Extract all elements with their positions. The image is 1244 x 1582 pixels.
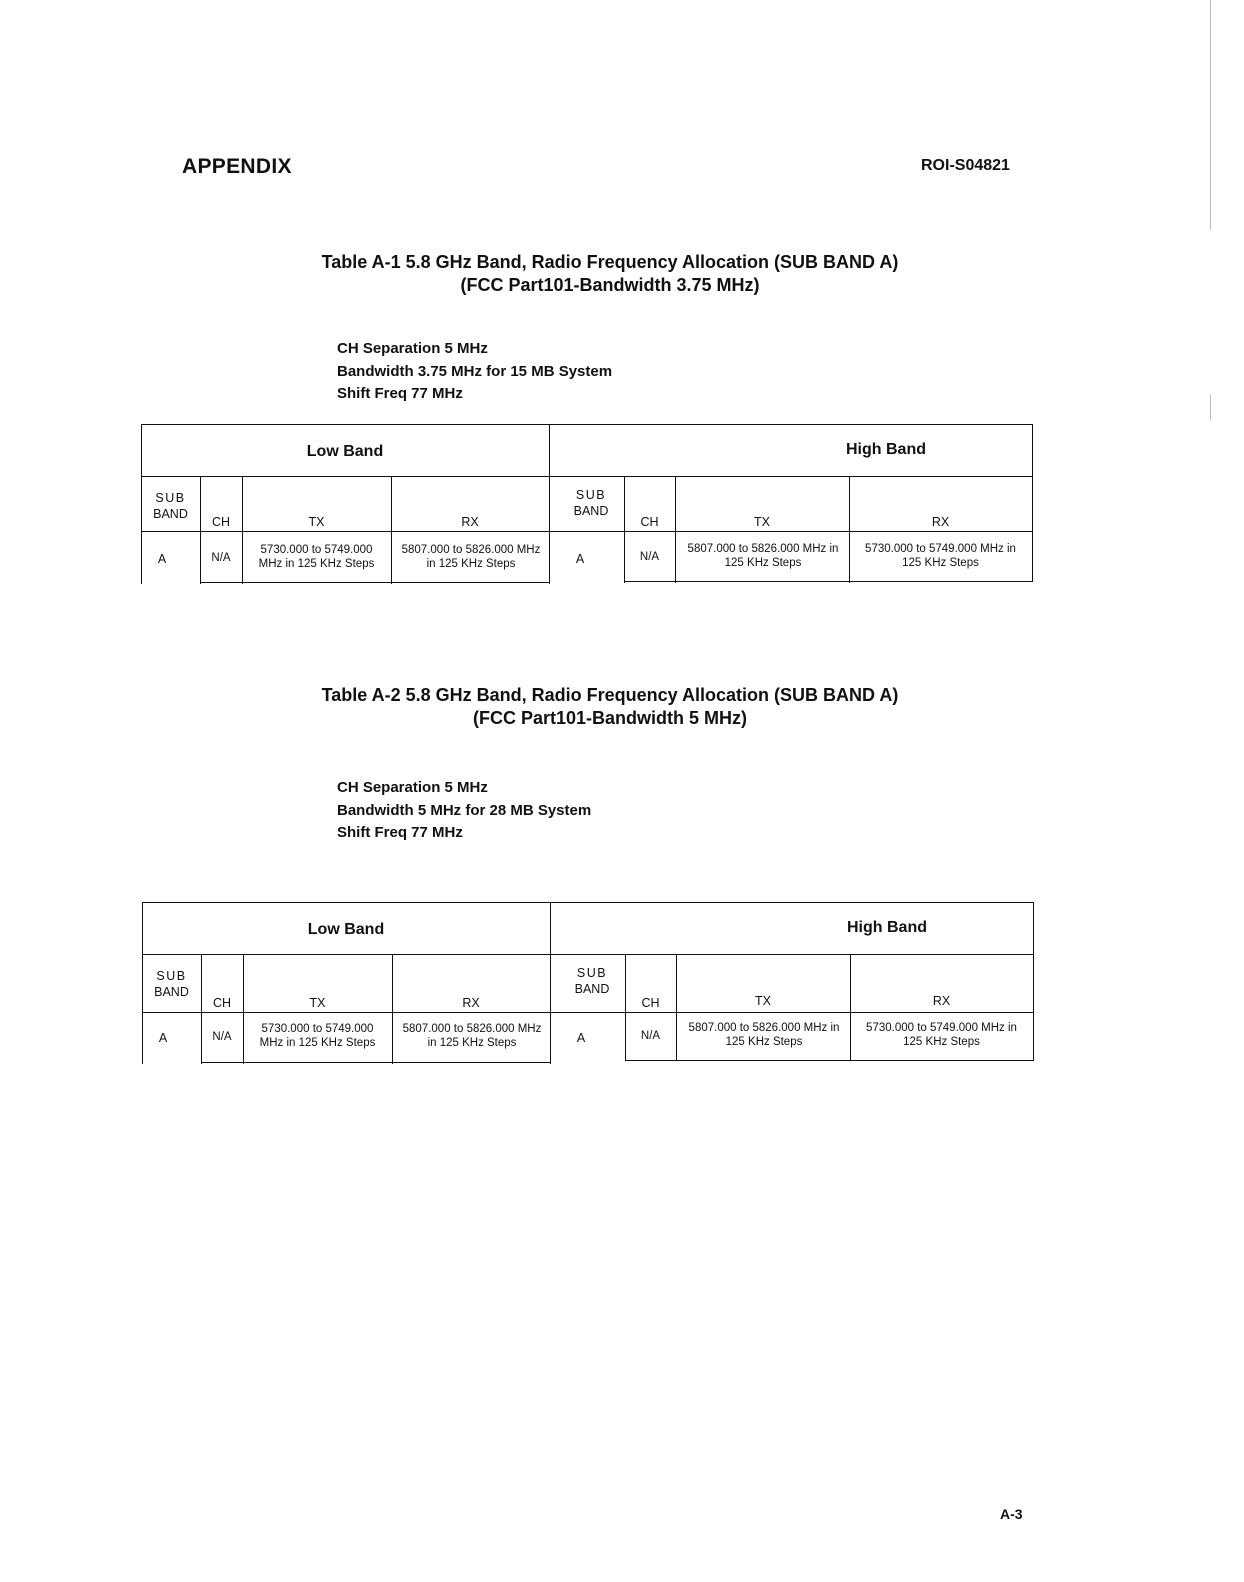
table-a1-high-subband-header: [561, 487, 621, 519]
table-a1-high-tx-header: TX: [754, 515, 770, 529]
subband-label-sub: SUB: [575, 488, 607, 502]
tx-line1: 5807.000 to 5826.000 MHz in: [687, 543, 839, 555]
table-a1-title: [230, 251, 990, 297]
table-a2-high-tx-value: [676, 1021, 852, 1049]
table-a1-high-rx-header: RX: [931, 515, 950, 529]
page-number: A-3: [1000, 1506, 1023, 1522]
subband-label-band: BAND: [153, 507, 188, 521]
tx-line1: 5730.000 to 5749.000: [261, 1023, 374, 1035]
rx-line2: in 125 KHz Steps: [426, 558, 516, 570]
table-a2-low-ch-header: CH: [212, 996, 232, 1010]
table-a2-low-subband-value: A: [158, 1031, 168, 1045]
table-a2-title: [230, 684, 990, 730]
table-a1-low-subband-value: A: [157, 552, 167, 566]
table-a2-low-tx-value: [243, 1022, 392, 1050]
table-a1-low-subband-header: [141, 490, 200, 522]
table-a2-high-ch-value: N/A: [640, 1030, 661, 1042]
table-a2-low-rx-header: RX: [462, 996, 480, 1010]
table-a2-bandwidth: Bandwidth 5 MHz for 28 MB System: [337, 801, 592, 819]
table-a2-high-subband-value: A: [576, 1031, 586, 1045]
table-a2-shift-freq: Shift Freq 77 MHz: [337, 824, 463, 841]
table-a1-high-tx-value: [675, 542, 851, 570]
rx-line2: 125 KHz Steps: [903, 1036, 980, 1048]
rx-line1: 5807.000 to 5826.000 MHz: [402, 1023, 542, 1035]
table-a1-shift-freq: Shift Freq 77 MHz: [337, 385, 463, 402]
table-a2-ch-separation: CH Separation 5 MHz: [337, 779, 488, 796]
table-a1-low-rx-value: [391, 543, 551, 571]
table-a2-high-rx-value: [850, 1021, 1033, 1049]
table-a1-low-tx-value: [242, 543, 391, 571]
subband-label-sub: SUB: [155, 491, 186, 505]
rx-line2: 125 KHz Steps: [902, 557, 979, 569]
table-a2-title-line2: (FCC Part101-Bandwidth 5 MHz): [472, 708, 748, 728]
table-a1-low-tx-header: TX: [308, 515, 325, 529]
subband-label-sub: SUB: [576, 966, 608, 980]
document-id: ROI-S04821: [921, 157, 1010, 174]
table-a1-low-band-header: Low Band: [306, 443, 384, 460]
tx-line1: 5730.000 to 5749.000: [260, 544, 373, 556]
table-a2-high-band-header: High Band: [847, 919, 927, 936]
tx-line1: 5807.000 to 5826.000 MHz in: [688, 1022, 840, 1034]
table-a2-low-ch-value: N/A: [212, 1031, 232, 1043]
rx-line1: 5730.000 to 5749.000 MHz in: [865, 543, 1016, 555]
subband-label-sub: SUB: [156, 969, 187, 983]
table-a1-high-ch-header: CH: [640, 515, 659, 529]
tx-line2: 125 KHz Steps: [724, 557, 802, 569]
table-a2-low-rx-value: [392, 1022, 552, 1050]
tx-line2: MHz in 125 KHz Steps: [259, 1037, 376, 1049]
table-a2-high-subband-header: [562, 965, 622, 997]
table-a1-ch-separation: CH Separation 5 MHz: [337, 340, 488, 357]
table-a2-high-rx-header: RX: [932, 994, 951, 1008]
rx-line1: 5730.000 to 5749.000 MHz in: [866, 1022, 1017, 1034]
tx-line2: MHz in 125 KHz Steps: [258, 558, 375, 570]
table-a2-high-tx-header: TX: [755, 994, 771, 1008]
table-a2-high-ch-header: CH: [641, 996, 660, 1010]
table-a2-low-band-header: Low Band: [307, 921, 385, 938]
subband-label-band: BAND: [574, 982, 610, 996]
table-a1-low-ch-value: N/A: [211, 552, 231, 564]
rx-line2: in 125 KHz Steps: [427, 1037, 517, 1049]
table-a1-title-line2: (FCC Part101-Bandwidth 3.75 MHz): [460, 275, 760, 295]
table-a1-low-rx-header: RX: [461, 515, 479, 529]
scan-edge-line: [1210, 0, 1211, 230]
table-a1-high-subband-value: A: [575, 552, 585, 566]
subband-label-band: BAND: [573, 504, 609, 518]
table-a1-high-band-header: High Band: [846, 441, 926, 458]
table-a1-bandwidth: Bandwidth 3.75 MHz for 15 MB System: [337, 362, 613, 380]
rx-line1: 5807.000 to 5826.000 MHz: [401, 544, 541, 556]
table-a2-title-line1: Table A-2 5.8 GHz Band, Radio Frequency Allocation (SUB BAND A): [321, 685, 899, 705]
table-a2-low-subband-header: [142, 968, 201, 1000]
subband-label-band: BAND: [154, 985, 189, 999]
table-a1-low-ch-header: CH: [211, 515, 231, 529]
table-a1-high-ch-value: N/A: [639, 551, 660, 563]
table-a2-params: [337, 777, 591, 845]
tx-line2: 125 KHz Steps: [725, 1036, 803, 1048]
table-a1-title-line1: Table A-1 5.8 GHz Band, Radio Frequency Allocation (SUB BAND A): [321, 252, 899, 272]
appendix-heading: APPENDIX: [182, 155, 292, 178]
table-a1-high-rx-value: [849, 542, 1032, 570]
scan-edge-line: [1210, 395, 1211, 420]
table-a1-params: [337, 338, 612, 406]
table-a2-low-tx-header: TX: [309, 996, 326, 1010]
